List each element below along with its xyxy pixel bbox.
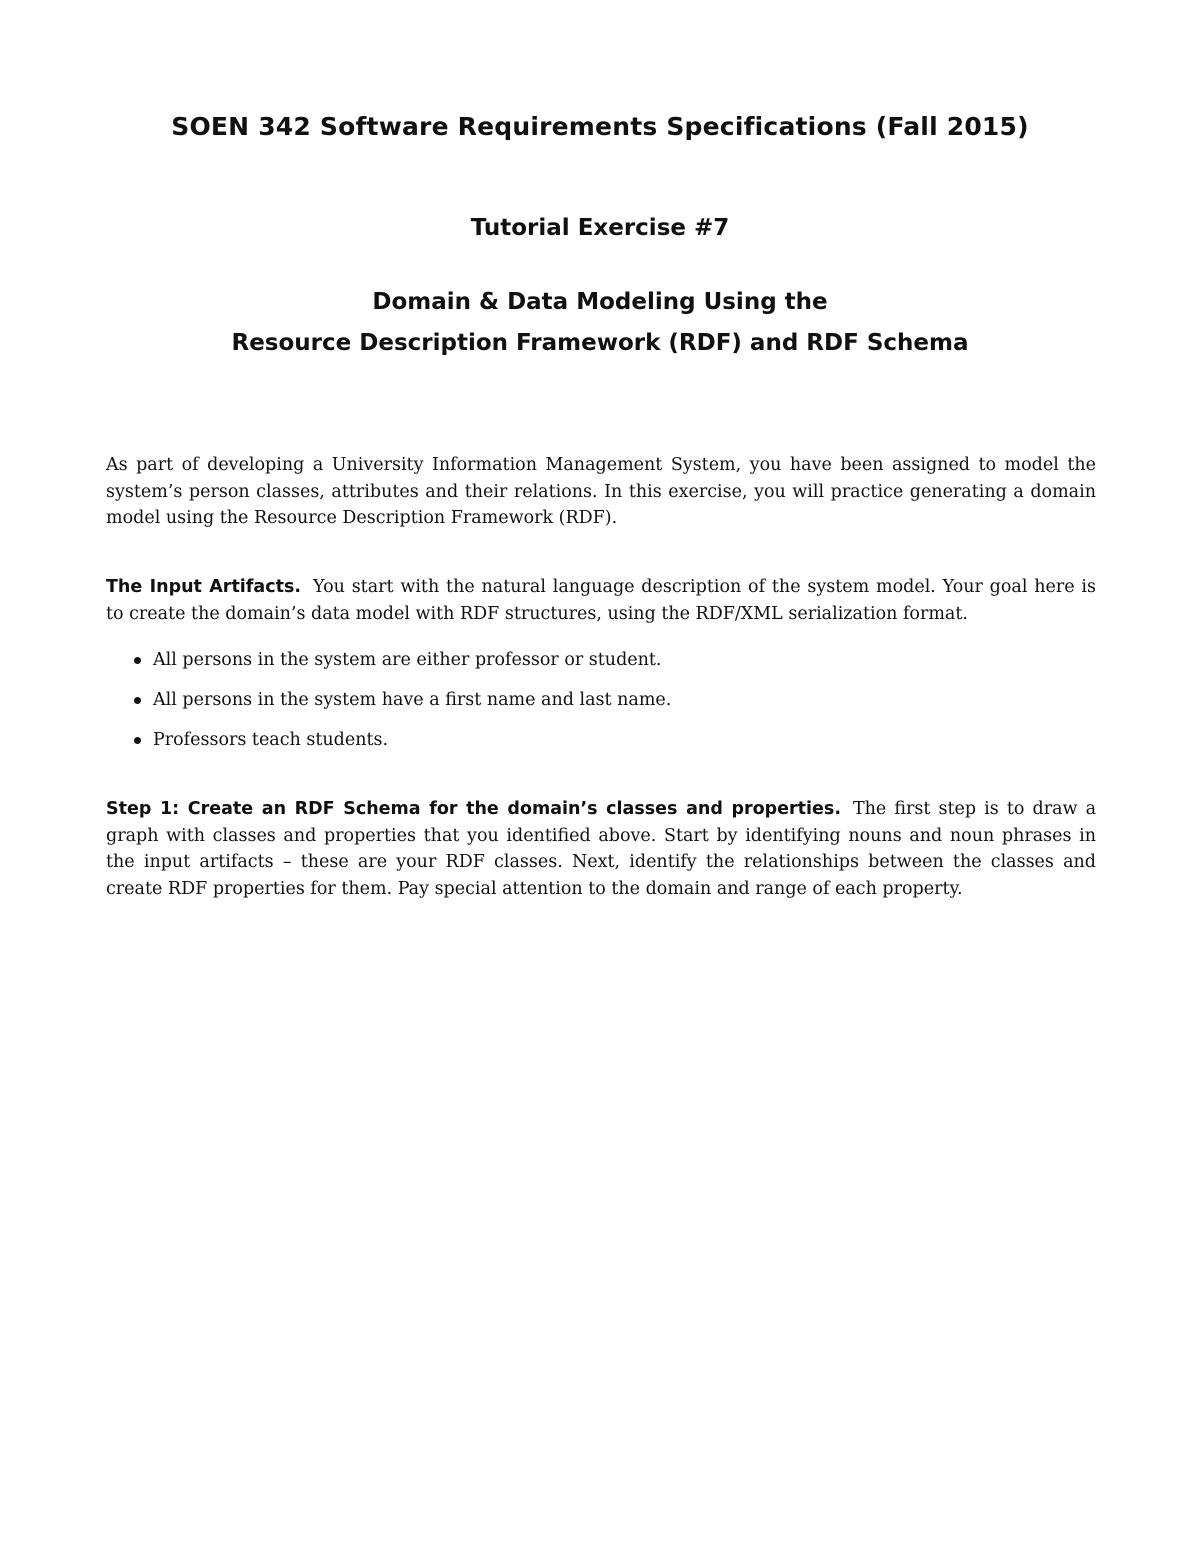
input-artifacts-heading: The Input Artifacts. — [106, 577, 302, 597]
list-item — [134, 687, 1084, 727]
input-artifacts-paragraph — [106, 574, 1096, 627]
list-item-text: All persons in the system have a first name and last name. — [153, 690, 672, 710]
requirements-list — [134, 647, 1084, 767]
list-item-text: Professors teach students. — [153, 730, 389, 750]
topic-title-line-2: Resource Description Framework (RDF) and RDF Schema — [231, 330, 969, 356]
course-title: SOEN 342 Software Requirements Specifications (Fall 2015) — [171, 112, 1029, 141]
bullet-icon — [134, 697, 141, 704]
step1-heading: Step 1: Create an RDF Schema for the domain’s classes and properties. — [106, 799, 841, 819]
bullet-icon — [134, 657, 141, 664]
step1-text: The first step is to draw a graph with classes and properties that you identified above. Start by identifying nouns and noun phrases in the input artifacts – these are your RDF classes. Next, identify the relationships between the classes and create RDF properties for them. Pay special attention to the domain and range of each property. — [106, 799, 1097, 899]
list-item — [134, 727, 1084, 767]
list-item — [134, 647, 1084, 687]
list-item-text: All persons in the system are either professor or student. — [153, 650, 662, 670]
intro-paragraph: As part of developing a University Information Management System, you have been assigned to model the system’s person classes, attributes and their relations. In this exercise, you will practice generating a domain model using the Resource Description Framework (RDF). — [106, 455, 1096, 528]
topic-title-line-1: Domain & Data Modeling Using the — [372, 289, 828, 315]
step1-paragraph — [106, 796, 1096, 902]
exercise-title: Tutorial Exercise #7 — [470, 215, 730, 241]
bullet-icon — [134, 737, 141, 744]
input-artifacts-text: You start with the natural language description of the system model. Your goal here is to create the domain’s data model with RDF structures, using the RDF/XML serialization format. — [106, 577, 1096, 624]
